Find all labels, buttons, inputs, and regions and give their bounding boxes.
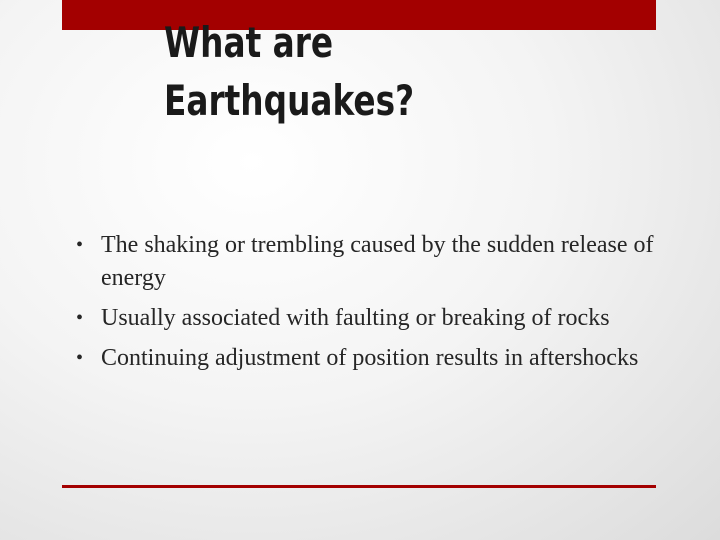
slide-title <box>164 14 492 130</box>
bottom-accent-rule <box>62 485 656 488</box>
title-line-1: What are <box>164 18 334 67</box>
bullet-text: The shaking or trembling caused by the sudden release of energy <box>101 232 654 291</box>
bullet-mark: • <box>76 307 84 329</box>
bullet-text: Usually associated with faulting or breaking of rocks <box>101 305 610 331</box>
bullet-item <box>76 302 716 335</box>
bullet-text: Continuing adjustment of position results in aftershocks <box>101 345 639 371</box>
bullet-mark: • <box>76 347 84 369</box>
bullet-list <box>76 229 716 382</box>
bullet-item <box>76 342 716 375</box>
bullet-item <box>76 229 716 295</box>
title-line-2: Earthquakes? <box>164 76 415 125</box>
bullet-mark: • <box>76 234 84 256</box>
